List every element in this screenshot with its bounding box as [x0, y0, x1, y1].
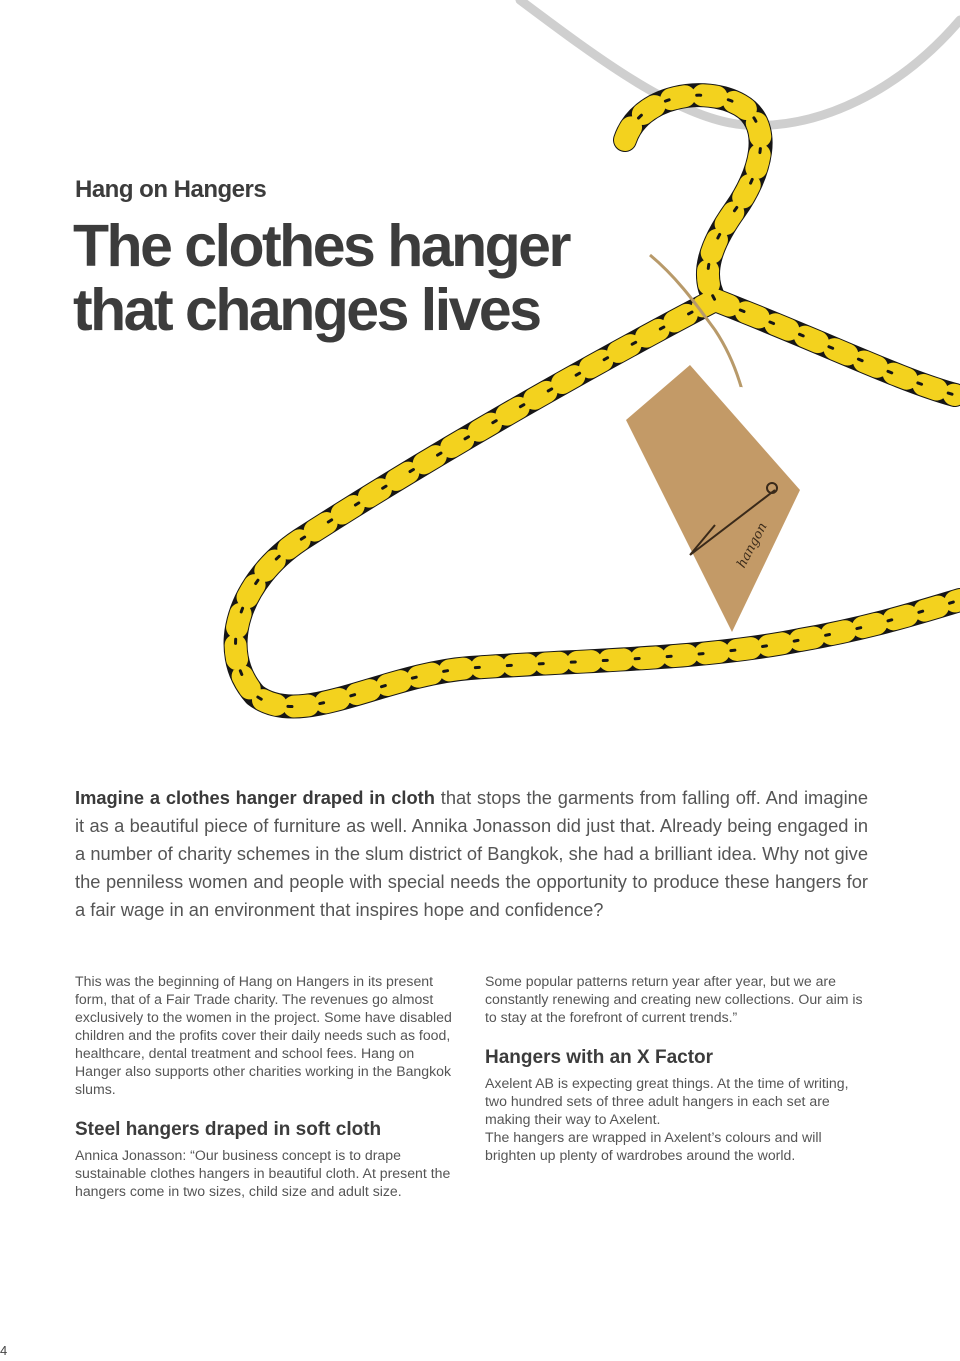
fabric-wrapped-hanger [236, 95, 960, 706]
left-paragraph-2: Annica Jonasson: “Our business concept is to drape sustainable clothes hangers in beautiful cloth. At present the hangers come in two sizes, child size and adult size. [75, 1147, 451, 1199]
left-column [75, 972, 455, 1200]
right-column [485, 972, 865, 1164]
tag-logo-text: hangon [734, 520, 771, 571]
page-title-line-1: The clothes hanger [73, 213, 569, 279]
hanger-tag [626, 365, 800, 632]
lead-text: that stops the garments from falling off. And imagine it as a beautiful piece of furniture as well. Annika Jonasson did just that. Already being engaged in a number of charity schemes in the slum district of Bangkok, she had a brilliant idea. Why not give the penniless women and people with special needs the opportunity to produce these hangers for a fair wage in an environment that inspires hope and confidence? [75, 787, 868, 920]
right-heading: Hangers with an X Factor [485, 1047, 714, 1068]
page-number: 4 [0, 1343, 8, 1358]
right-paragraph-1: Some popular patterns return year after year, but we are constantly renewing and creating new collections. Our aim is to stay at the forefront of current trends.” [485, 973, 863, 1025]
right-paragraph-3: The hangers are wrapped in Axelent’s colours and will brighten up plenty of wardrobes around the world. [485, 1129, 822, 1163]
section-kicker: Hang on Hangers [75, 176, 267, 203]
lead-paragraph [75, 784, 868, 924]
page-title-line-2: that changes lives [73, 277, 540, 343]
left-heading: Steel hangers draped in soft cloth [75, 1119, 382, 1140]
right-paragraph-2: Axelent AB is expecting great things. At the time of writing, two hundred sets of three adult hangers in each set are making their way to Axelent. [485, 1075, 849, 1127]
left-paragraph-1: This was the beginning of Hang on Hangers in its present form, that of a Fair Trade charity. The revenues go almost exclusively to the women in the project. Some have disabled children and the profits cover their daily needs such as food, healthcare, dental treatment and school fees. Hang on Hanger also supports other charities working in the Bangkok slums. [75, 973, 452, 1097]
page-title [73, 214, 633, 342]
lead-bold: Imagine a clothes hanger draped in cloth [75, 787, 435, 808]
